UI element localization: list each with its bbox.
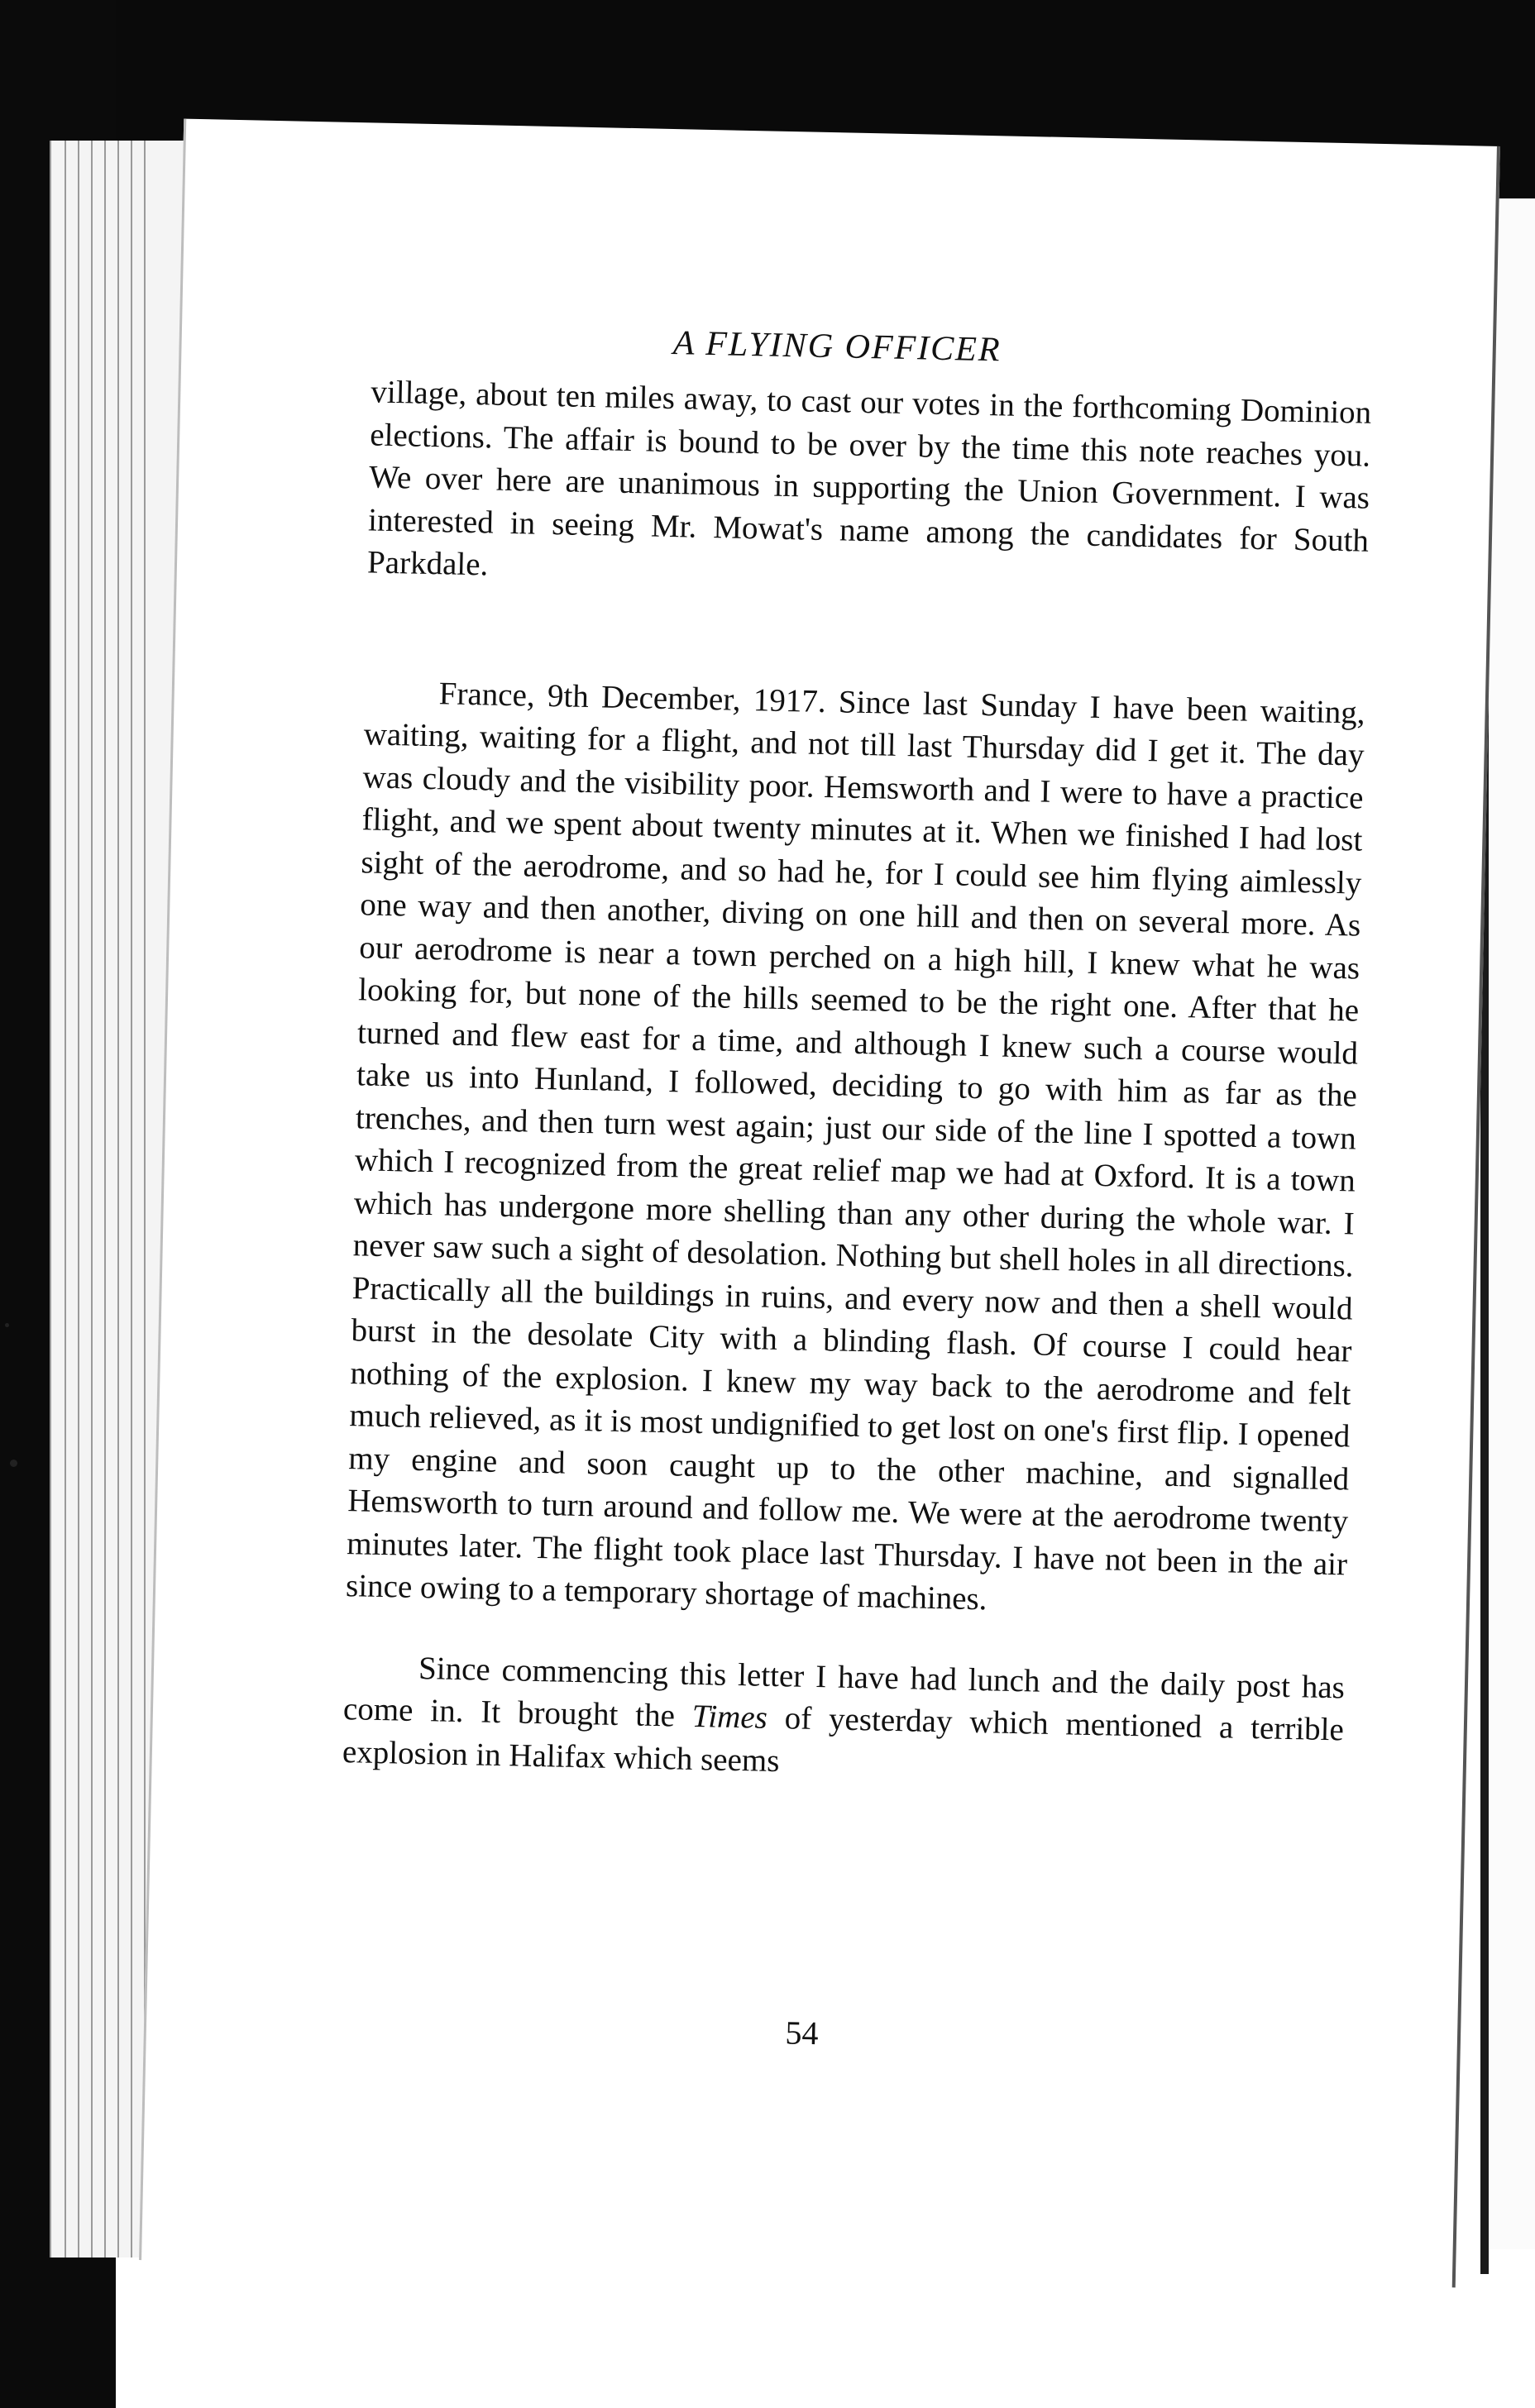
paragraph-postscript [342, 1646, 1345, 1794]
paragraph-letter-entry: France, 9th December, 1917. Since last Sunday I have been waiting, waiting, waiting for a flight, and not till last Thursday did I get it. The day was cloudy and the visibility poor. Hemsworth and I were to have a practice flight, and we spent about twenty minutes at it. When we finished I had lost sight of the aerodrome, and so had he, for I could see him flying aimlessly one way and then another, diving on one hill and then on several more. As our aerodrome is near a town perched on a high hill, I knew what he was looking for, but none of the hills seemed to be the right one. After that he turned and flew east for a time, and although I knew such a course would take us into Hunland, I followed, deciding to go with him as far as the trenches, and then turn west again; just our side of the line I spotted a town which I recognized from the great relief map we had at Oxford. It is a town which has undergone more shelling than any other during the whole war. I never saw such a sight of desolation. Nothing but shell holes in all directions. Practically all the buildings in ruins, and every now and then a shell would burst in the desolate City with a blinding flash. Of course I could hear nothing of the explosion. I knew my way back to the aerodrome and felt much relieved, as it is most undignified to get lost on one's first flip. I opened my engine and soon caught up to the other machine, and signalled Hemsworth to turn around and follow me. We were at the aerodrome twenty minutes later. The flight took place last Thursday. I have not been in the air since owing to a temporary shortage of machines. [345, 675, 1366, 1617]
text-run: of yesterday which mentioned a terrible explosion in Halifax which seems [342, 1699, 1345, 1779]
paragraph-continued: village, about ten miles away, to cast our votes in the forthcoming Dominion elections. The affair is bound to be over by the time this note reaches you. We over here are unanimous in supporting the Union Government. I was interested in seeing Mr. Mowat's name among the candidates for South Parkdale. [366, 374, 1372, 583]
book-page [139, 119, 1500, 2288]
text-run: Since commencing this letter I have had lunch and the daily post has come in. It brought the [342, 1650, 1346, 1734]
facing-page [1489, 198, 1535, 2249]
page-number: 54 [785, 2014, 819, 2052]
scan-speck [5, 1323, 9, 1327]
running-head: A FLYING OFFICER [672, 324, 1002, 370]
scan-speck [10, 1460, 17, 1467]
body-text [342, 370, 1371, 1794]
newspaper-title: Times [691, 1698, 768, 1736]
